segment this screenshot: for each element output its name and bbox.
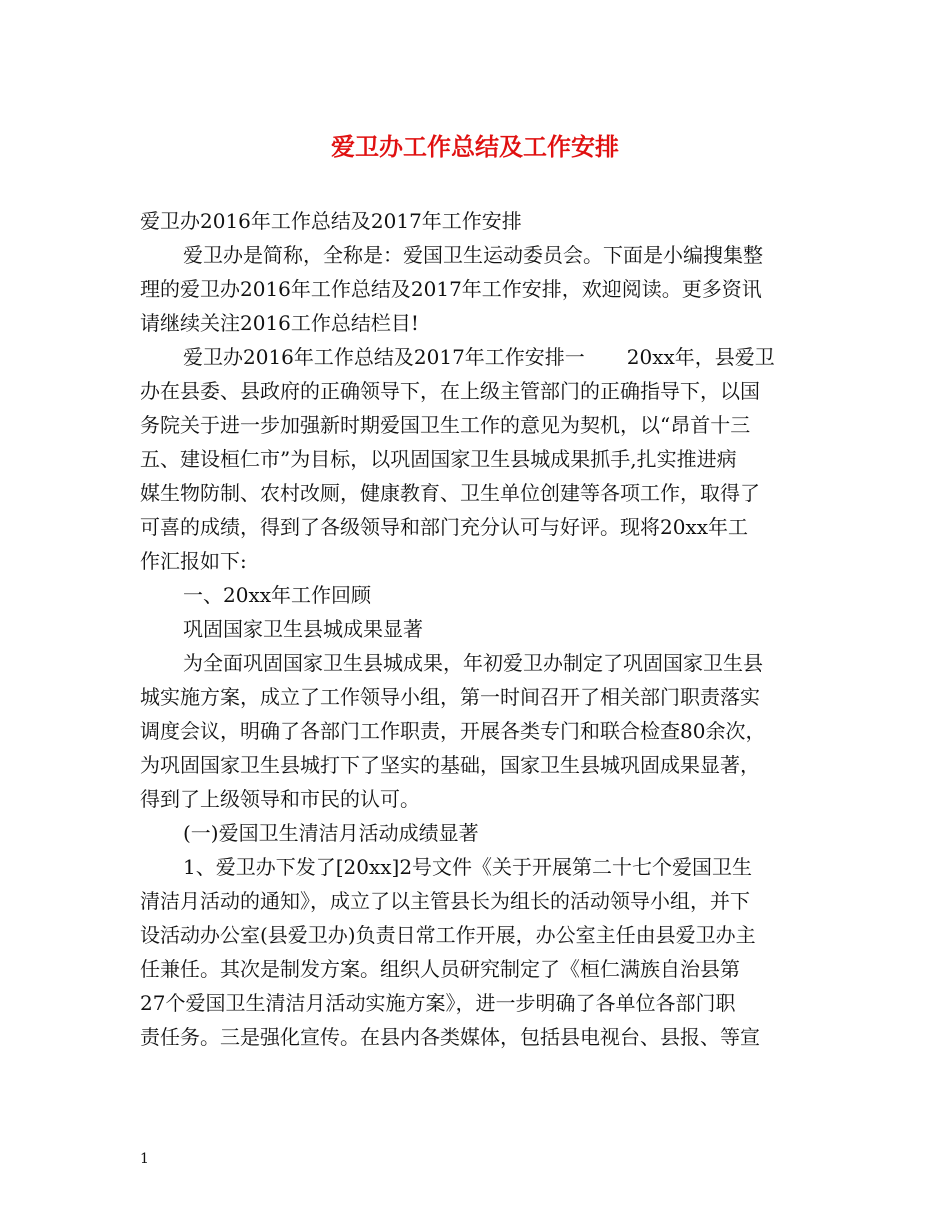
paragraph-line: 27个爱国卫生清洁月活动实施方案》，进一步明确了各单位各部门职 xyxy=(140,991,736,1015)
paragraph-line: 清洁月活动的通知》，成立了以主管县长为组长的活动领导小组，并下 xyxy=(140,889,750,913)
paragraph-line: 五、建设桓仁市”为目标，以巩固国家卫生县城成果抓手,扎实推进病 xyxy=(140,447,737,471)
paragraph-line: 作汇报如下: xyxy=(140,549,247,573)
paragraph-line: 设活动办公室(县爱卫办)负责日常工作开展，办公室主任由县爱卫办主 xyxy=(140,923,756,947)
page-number: 1 xyxy=(140,1151,149,1167)
paragraph-line xyxy=(140,340,828,374)
paragraph-line: 城实施方案，成立了工作领导小组，第一时间召开了相关部门职责落实 xyxy=(140,685,760,709)
paragraph-line-start: 20xx年，县爱卫 xyxy=(626,345,775,369)
paragraph-line: 责任务。三是强化宣传。在县内各类媒体，包括县电视台、县报、等宣 xyxy=(140,1025,760,1049)
paragraph-line: 得到了上级领导和市民的认可。 xyxy=(140,787,420,811)
document-title: 爱卫办工作总结及工作安排 xyxy=(331,132,619,161)
document-body xyxy=(140,204,828,1054)
subtitle-line: 爱卫办2016年工作总结及2017年工作安排 xyxy=(140,209,522,233)
section-heading-inline: 爱卫办2016年工作总结及2017年工作安排一 xyxy=(183,345,585,369)
paragraph-line: 爱卫办是简称，全称是：爱国卫生运动委员会。下面是小编搜集整 xyxy=(183,243,763,267)
subsection-heading: 巩固国家卫生县城成果显著 xyxy=(183,617,423,641)
paragraph-line: 理的爱卫办2016年工作总结及2017年工作安排，欢迎阅读。更多资讯 xyxy=(140,277,762,301)
paragraph-line: 媒生物防制、农村改厕，健康教育、卫生单位创建等各项工作，取得了 xyxy=(140,481,760,505)
paragraph-line: 办在县委、县政府的正确领导下，在上级主管部门的正确指导下，以国 xyxy=(140,379,760,403)
paragraph-line: 1、爱卫办下发了[20xx]2号文件《关于开展第二十七个爱国卫生 xyxy=(183,855,753,879)
paragraph-line: 务院关于进一步加强新时期爱国卫生工作的意见为契机，以“昂首十三 xyxy=(140,413,751,437)
section-heading: 一、20xx年工作回顾 xyxy=(183,583,372,607)
paragraph-line: 为巩固国家卫生县城打下了坚实的基础，国家卫生县城巩固成果显著， xyxy=(140,753,760,777)
paragraph-line: 调度会议，明确了各部门工作职责，开展各类专门和联合检查80余次， xyxy=(140,719,766,743)
paragraph-line: 可喜的成绩，得到了各级领导和部门充分认可与好评。现将20xx年工 xyxy=(140,515,749,539)
paragraph-line: 任兼任。其次是制发方案。组织人员研究制定了《桓仁满族自治县第 xyxy=(140,957,740,981)
paragraph-line: 请继续关注2016工作总结栏目! xyxy=(140,311,419,335)
paragraph-line: 为全面巩固国家卫生县城成果，年初爱卫办制定了巩固国家卫生县 xyxy=(183,651,763,675)
subsection-heading: (一)爱国卫生清洁月活动成绩显著 xyxy=(183,821,479,845)
